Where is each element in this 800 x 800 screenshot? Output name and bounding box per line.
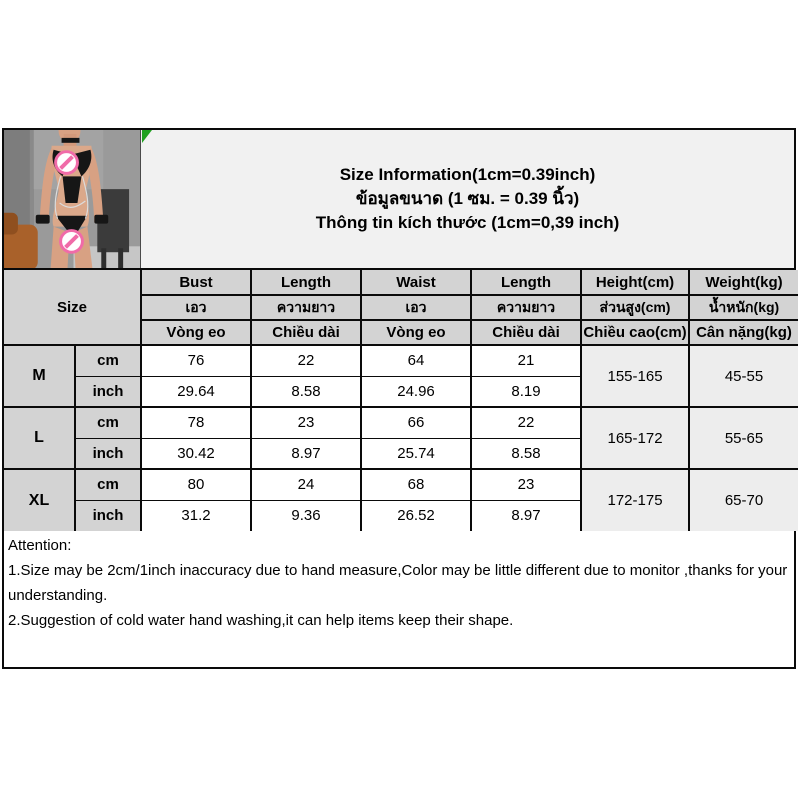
size-label-l: L: [4, 407, 75, 469]
col-height-th: ส่วนสูง(cm): [581, 295, 689, 320]
col-length1-en: Length: [251, 270, 361, 295]
product-photo: [4, 130, 141, 268]
xl-bust-cm: 80: [141, 469, 251, 500]
col-length2-vi: Chiều dài: [471, 320, 581, 345]
xl-length1-cm: 24: [251, 469, 361, 500]
l-bust-inch: 30.42: [141, 438, 251, 469]
col-bust-th: เอว: [141, 295, 251, 320]
col-weight-en: Weight(kg): [689, 270, 798, 295]
m-length1-cm: 22: [251, 345, 361, 376]
unit-inch: inch: [75, 438, 141, 469]
censor-badge-bottom: [61, 231, 83, 253]
l-bust-cm: 78: [141, 407, 251, 438]
l-length1-inch: 8.97: [251, 438, 361, 469]
m-length2-cm: 21: [471, 345, 581, 376]
unit-inch: inch: [75, 376, 141, 407]
l-waist-cm: 66: [361, 407, 471, 438]
xl-length2-inch: 8.97: [471, 500, 581, 531]
m-bust-cm: 76: [141, 345, 251, 376]
attention-heading: Attention:: [8, 537, 72, 554]
m-length2-inch: 8.19: [471, 376, 581, 407]
top-band: [4, 130, 794, 270]
col-bust-vi: Vòng eo: [141, 320, 251, 345]
col-length1-vi: Chiều dài: [251, 320, 361, 345]
col-height-en: Height(cm): [581, 270, 689, 295]
row-m-cm: [4, 345, 798, 376]
col-weight-vi: Cân nặng(kg): [689, 320, 798, 345]
unit-cm: cm: [75, 469, 141, 500]
xl-bust-inch: 31.2: [141, 500, 251, 531]
col-length1-th: ความยาว: [251, 295, 361, 320]
l-weight-range: 55-65: [689, 407, 798, 469]
xl-waist-inch: 26.52: [361, 500, 471, 531]
size-label-xl: XL: [4, 469, 75, 531]
l-length1-cm: 23: [251, 407, 361, 438]
product-photo-art: [4, 130, 140, 268]
l-waist-inch: 25.74: [361, 438, 471, 469]
col-length2-en: Length: [471, 270, 581, 295]
xl-waist-cm: 68: [361, 469, 471, 500]
col-height-vi: Chiều cao(cm): [581, 320, 689, 345]
unit-inch: inch: [75, 500, 141, 531]
title-vietnamese: Thông tin kích thước (1cm=0,39 inch): [315, 213, 620, 232]
col-waist-en: Waist: [361, 270, 471, 295]
m-length1-inch: 8.58: [251, 376, 361, 407]
unit-cm: cm: [75, 345, 141, 376]
size-table: [4, 270, 798, 531]
l-length2-inch: 8.58: [471, 438, 581, 469]
l-height-range: 165-172: [581, 407, 689, 469]
m-height-range: 155-165: [581, 345, 689, 407]
col-waist-th: เอว: [361, 295, 471, 320]
title-thai: ข้อมูลขนาด (1 ซม. = 0.39 นิ้ว): [355, 189, 580, 208]
xl-length2-cm: 23: [471, 469, 581, 500]
size-chart-panel: [2, 128, 796, 669]
xl-height-range: 172-175: [581, 469, 689, 531]
size-header-cell: Size: [4, 270, 141, 345]
m-waist-inch: 24.96: [361, 376, 471, 407]
green-corner-icon: [142, 130, 152, 143]
attention-note-2: 2.Suggestion of cold water hand washing,it can help items keep their shape.: [8, 612, 514, 629]
unit-cm: cm: [75, 407, 141, 438]
title-english: Size Information(1cm=0.39inch): [339, 165, 596, 184]
censor-badge-top: [56, 152, 78, 174]
col-weight-th: น้ำหนัก(kg): [689, 295, 798, 320]
l-length2-cm: 22: [471, 407, 581, 438]
xl-weight-range: 65-70: [689, 469, 798, 531]
row-l-cm: [4, 407, 798, 438]
m-weight-range: 45-55: [689, 345, 798, 407]
attention-section: [4, 531, 794, 664]
m-bust-inch: 29.64: [141, 376, 251, 407]
row-xl-cm: [4, 469, 798, 500]
title-block: [141, 130, 794, 268]
header-row-english: [4, 270, 798, 295]
col-waist-vi: Vòng eo: [361, 320, 471, 345]
attention-note-1: 1.Size may be 2cm/1inch inaccuracy due to hand measure,Color may be little different due to monitor ,thanks for your understanding.: [8, 562, 788, 604]
col-bust-en: Bust: [141, 270, 251, 295]
m-waist-cm: 64: [361, 345, 471, 376]
xl-length1-inch: 9.36: [251, 500, 361, 531]
size-label-m: M: [4, 345, 75, 407]
col-length2-th: ความยาว: [471, 295, 581, 320]
